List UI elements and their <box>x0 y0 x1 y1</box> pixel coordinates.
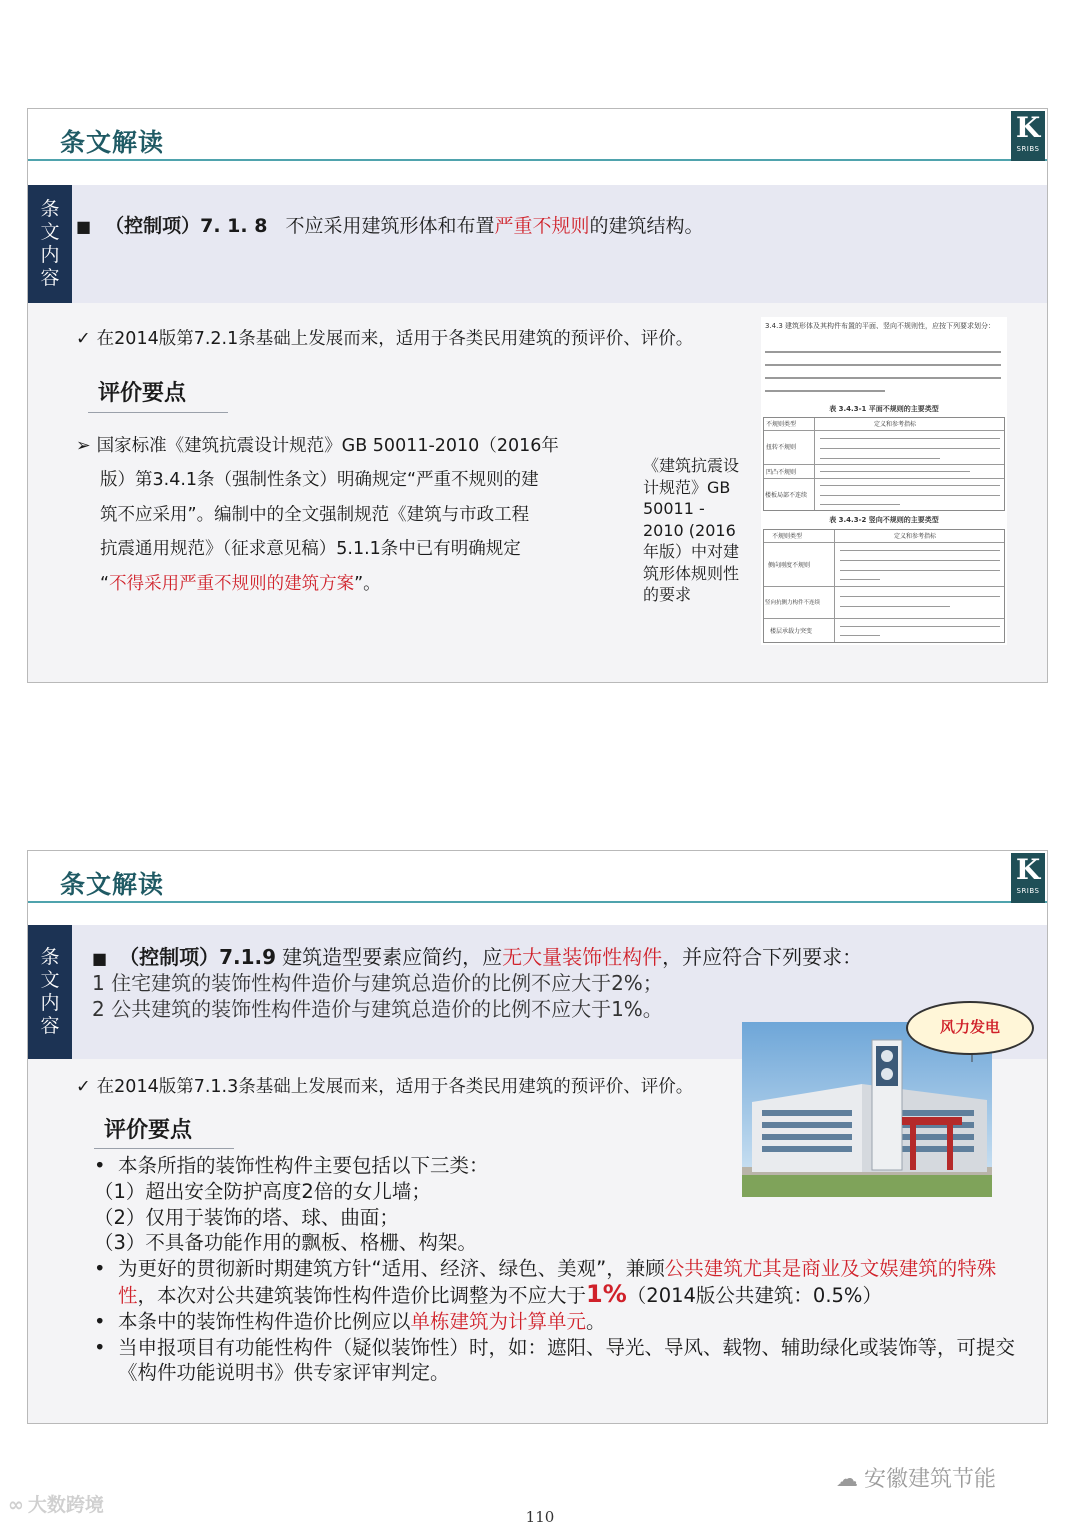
eval-highlight: 不得采用严重不规则的建筑方案 <box>109 574 355 594</box>
doc-caption: 《建筑抗震设计规范》GB 50011 - 2010 (2016年版）中对建筑形体规则性的要求 <box>643 456 740 604</box>
slide-7-1-9 <box>27 850 1048 1424</box>
side-label: 条文内容 <box>28 185 72 303</box>
slide-header <box>28 851 1047 925</box>
origin-note: ✓ 在2014版第7.1.3条基础上发展而来，适用于各类民用建筑的预评价、评价。 <box>76 1077 694 1097</box>
header-rule <box>28 901 1047 903</box>
excerpt-table1: 不规则类型 定义和参考指标 扭转不规则 凹凸不规则 楼板局部不连续 <box>763 417 1005 511</box>
requirement-1: 1 住宅建筑的装饰性构件造价与建筑总造价的比例不应大于2%； <box>92 971 663 995</box>
bullet-2-big-value: 1% <box>586 1279 627 1308</box>
excerpt-table2: 不规则类型 定义和参考指标 侧向刚度不规则 竖向抗侧力构件不连续 楼层承载力突变 <box>763 529 1005 643</box>
eval-title: 评价要点 <box>104 1118 193 1143</box>
eval-title: 评价要点 <box>98 381 187 406</box>
sribs-logo <box>1011 853 1045 903</box>
clause-label: （控制项）7.1.9 <box>119 945 277 969</box>
bullet-2-highlight: 公共建筑尤其是商业及文娱建筑的特殊性 <box>118 1257 997 1307</box>
logo-mark-icon: K <box>1015 853 1041 886</box>
excerpt-table2-title: 表 3.4.3-2 竖向不规则的主要类型 <box>829 516 939 524</box>
watermark-right: ☁ 安徽建筑节能 <box>836 1467 997 1492</box>
requirement-2: 2 公共建筑的装饰性构件造价与建筑总造价的比例不应大于1%。 <box>92 997 663 1021</box>
excerpt-clause: 3.4.3 建筑形体及其构件布置的平面、竖向不规则性，应按下列要求划分： <box>765 322 996 330</box>
wind-power-callout: 风力发电 <box>906 1001 1034 1055</box>
slide-7-1-8: 条文解读 K SRIBS 条文内容 ■ （控制项）7. 1. 8 不应采用建筑形体和布置严重不规则的建筑结构。 ✓ 在2014版第7.2.1条基础上发展而来，适用于各类民用建筑的预评价、评价。 评价要点 ➢ 国家标准《建筑抗震设计规范》GB 50011-2010（2016年 版）第3.4.1条（强制性条文）明确规定“严重不规则的建 筑不应采用”。编制中的全文强制规范《建筑与市政工程 抗震通用规范》（征求意见稿）5.1.1条中已有明确规定 “不得采用严重不规则的建筑方案”。 《建筑抗震设计规范》GB 50011 - 2010 (2016年版）中对建筑形体规则性的要求 3.4.3 建筑形体及其构件布置的平面、竖向不规则性，应按下列要求划分： 表 3.4.3-1 平面不规则的主要类型 不规则类型 定义和参考指标 扭转不规则 凹凸不规则 楼板局部不连续 表 3.4.3-2 竖向不规则的主要类型 不规则类型 定义和参考指标 侧向刚度不规则 竖向抗侧力构件不连续 楼层承载力突变 <box>27 108 1048 683</box>
excerpt-table1-title: 表 3.4.3-1 平面不规则的主要类型 <box>829 405 939 413</box>
bullet-dot-icon: • <box>94 1257 106 1281</box>
logo-text: SRIBS <box>1016 887 1040 895</box>
side-label: 条文内容 <box>28 925 72 1059</box>
logo-text: SRIBS <box>1016 145 1040 153</box>
clause-text: ■ （控制项）7. 1. 8 不应采用建筑形体和布置严重不规则的建筑结构。 <box>76 215 704 237</box>
bullet-3: • 本条中的装饰性构件造价比例应以单栋建筑为计算单元。 <box>94 1309 606 1333</box>
square-bullet-icon: ■ <box>76 217 92 236</box>
slide-header <box>28 109 1047 185</box>
clause-label: （控制项）7. 1. 8 <box>105 215 268 237</box>
clause-band <box>28 185 1047 303</box>
bullet-dot-icon: • <box>94 1335 106 1359</box>
origin-note: ✓ 在2014版第7.2.1条基础上发展而来，适用于各类民用建筑的预评价、评价。 <box>76 329 694 349</box>
wechat-icon: ☁ <box>836 1467 858 1492</box>
eval-title-underline <box>88 412 228 413</box>
logo-mark-icon: K <box>1015 111 1041 144</box>
watermark-left: ∞ 大数跨境 <box>8 1494 104 1516</box>
check-icon: ✓ <box>76 1077 91 1097</box>
check-icon: ✓ <box>76 329 91 349</box>
watermark-logo-icon: ∞ <box>8 1494 24 1516</box>
header-rule <box>28 159 1047 161</box>
eval-bullets <box>94 1153 1024 1386</box>
bullet-2: • 为更好的贯彻新时期建筑方针“适用、经济、绿色、美观”，兼顾公共建筑尤其是商业及文娱建筑的特殊性，本次对公共建筑装饰性构件造价比调整为不应大于1%（2014版公共建筑：0.5%） <box>94 1257 997 1308</box>
eval-title-underline <box>94 1148 234 1149</box>
sribs-logo <box>1011 111 1045 161</box>
arrow-bullet-icon: ➢ <box>76 436 91 456</box>
bullet-1-sub-2: （2）仅用于装饰的塔、球、曲面； <box>94 1205 399 1229</box>
bullet-1-sub-1: （1）超出安全防护高度2倍的女儿墙； <box>94 1179 431 1203</box>
page-number: 110 <box>525 1508 555 1526</box>
bullet-dot-icon: • <box>94 1309 106 1333</box>
bullet-4: • 当申报项目有功能性构件（疑似装饰性）时，如：遮阳、导光、导风、载物、辅助绿化或装饰等，可提交《构件功能说明书》供专家评审判定。 <box>94 1335 1016 1385</box>
clause-text: ■ （控制项）7.1.9 建筑造型要素应简约，应无大量装饰性构件，并应符合下列要求： <box>92 945 863 969</box>
bullet-1-sub-3: （3）不具备功能作用的飘板、格栅、构架。 <box>94 1231 477 1255</box>
bullet-dot-icon: • <box>94 1154 106 1177</box>
header-title: 条文解读 <box>60 870 165 899</box>
header-title: 条文解读 <box>60 128 165 157</box>
square-bullet-icon: ■ <box>92 949 108 968</box>
bullet-1: • 本条所指的装饰性构件主要包括以下三类： <box>94 1154 489 1177</box>
clause-highlight: 无大量装饰性构件 <box>502 945 663 969</box>
code-excerpt-image <box>761 317 1007 645</box>
bullet-3-highlight: 单栋建筑为计算单元 <box>410 1309 587 1333</box>
clause-highlight: 严重不规则 <box>494 215 590 237</box>
